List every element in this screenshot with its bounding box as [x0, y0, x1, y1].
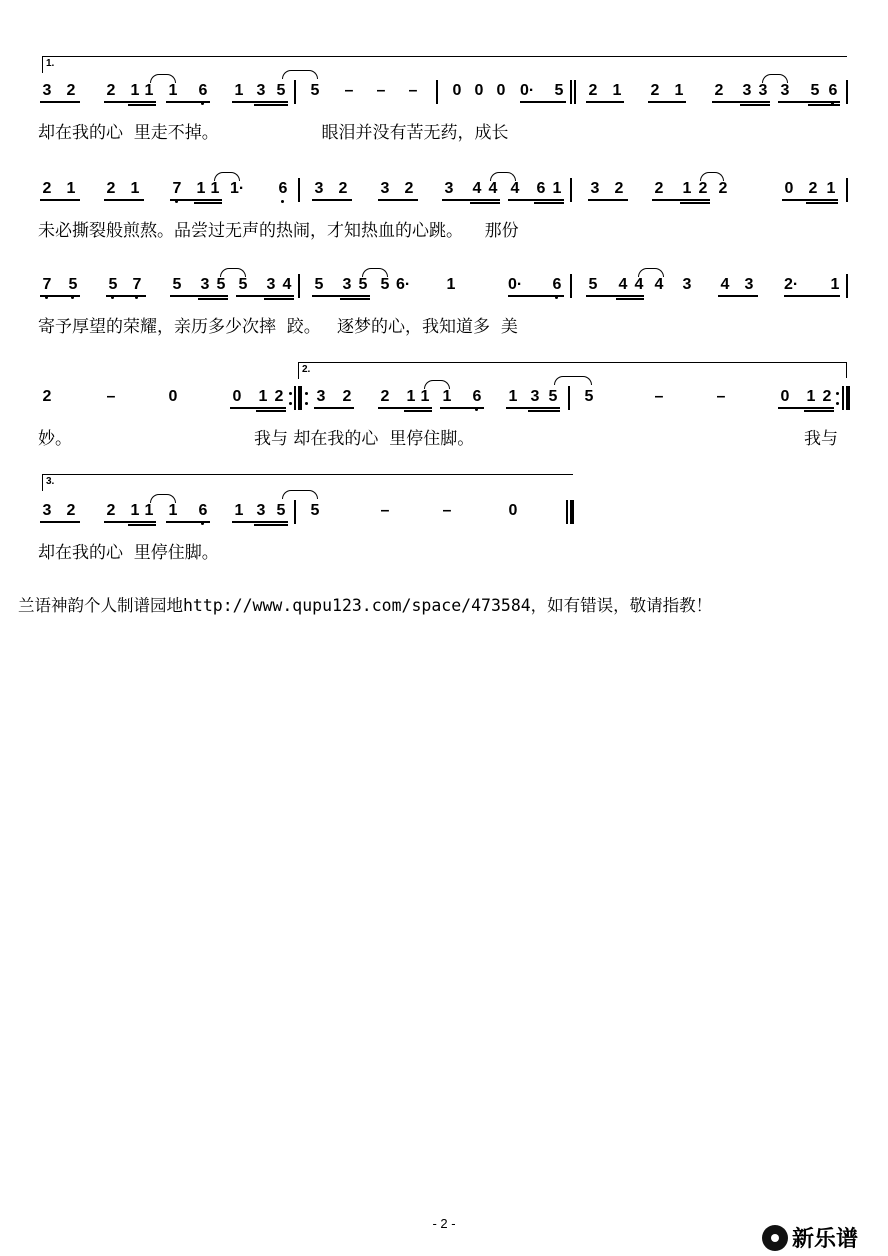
credit-text: 兰语神韵个人制谱园地http://www.qupu123.com/space/473584，如有错误，敬请指教！ — [18, 596, 713, 615]
lyrics-row-2: 未必撕裂般煎熬。品尝过无声的热闹，才知热血的心跳。 那份 — [38, 221, 519, 241]
record-disc-icon — [762, 1225, 788, 1251]
site-logo — [762, 1222, 858, 1253]
lyrics-row-4a: 妙。 — [38, 429, 72, 449]
ending-label: 1. — [46, 58, 55, 69]
lyrics-row-4c: 我与 — [804, 429, 838, 449]
lyrics-row-4b: 我与 却在我的心 里停住脚。 — [254, 429, 475, 449]
logo-text: 新乐谱 — [792, 1227, 859, 1252]
lyrics-row-5: 却在我的心 里停住脚。 — [38, 543, 219, 563]
ending-label-2: 2. — [302, 364, 311, 375]
page-number: - 2 - — [432, 1216, 456, 1231]
ending-label-3: 3. — [46, 476, 55, 487]
lyrics-row-1: 却在我的心 里走不掉。 眼泪并没有苦无药，成长 — [38, 123, 509, 143]
lyrics-row-3: 寄予厚望的荣耀，亲历多少次摔 跤。 逐梦的心，我知道多 美 — [38, 317, 518, 337]
